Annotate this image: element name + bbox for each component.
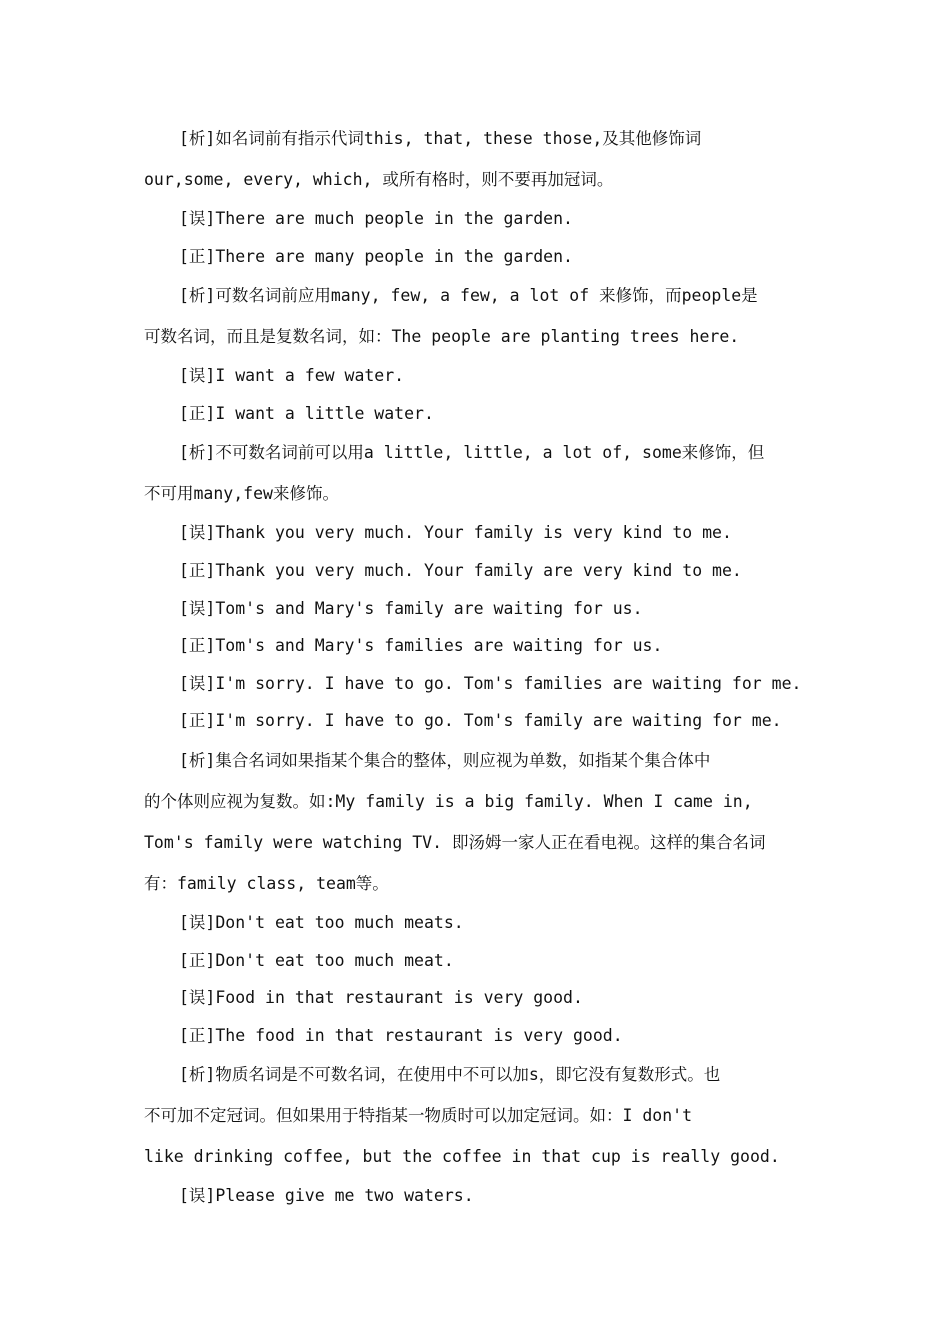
correct-example: [正]Thank you very much. Your family are very kind to me. [179,560,742,580]
wrong-example: [误]Tom's and Mary's family are waiting for us. [179,598,643,618]
paragraph-analysis-continuation: like drinking coffee, but the coffee in that cup is really good. [144,1147,780,1167]
paragraph-analysis-line: [析]可数名词前应用many, few, a few, a lot of 来修饰，而people是 [179,286,758,306]
paragraph-analysis-continuation: 有：family class, team等。 [144,873,389,893]
paragraph-analysis-line: [析]不可数名词前可以用a little, little, a lot of, some来修饰，但 [179,443,765,463]
correct-example: [正]I'm sorry. I have to go. Tom's family are waiting for me. [179,711,782,731]
wrong-example: [误]Please give me two waters. [179,1186,474,1206]
paragraph-analysis-line: [析]集合名词如果指某个集合的整体，则应视为单数，如指某个集合体中 [179,750,711,770]
paragraph-analysis-continuation: 的个体则应视为复数。如:My family is a big family. When I came in, [144,791,753,811]
paragraph-analysis-continuation: 可数名词，而且是复数名词，如：The people are planting trees here. [144,327,740,347]
correct-example: [正]Tom's and Mary's families are waiting for us. [179,636,663,656]
correct-example: [正]The food in that restaurant is very good. [179,1025,623,1045]
wrong-example: [误]I want a few water. [179,366,405,386]
paragraph-analysis-continuation: Tom's family were watching TV. 即汤姆一家人正在看电视。这样的集合名词 [144,832,766,852]
wrong-example: [误]Thank you very much. Your family is very kind to me. [179,523,732,543]
correct-example: [正]I want a little water. [179,403,434,423]
paragraph-analysis-line: [析]物质名词是不可数名词，在使用中不可以加s，即它没有复数形式。也 [179,1065,721,1085]
document-body [144,118,809,1215]
wrong-example: [误]There are much people in the garden. [179,209,573,228]
wrong-example: [误]Don't eat too much meats. [179,912,464,932]
paragraph-analysis-continuation: 不可用many,few来修饰。 [144,484,339,504]
paragraph-analysis-line: [析]如名词前有指示代词this, that, these those,及其他修饰词 [179,129,702,148]
wrong-example: [误]I'm sorry. I have to go. Tom's families are waiting for me. [179,673,802,693]
paragraph-analysis-continuation: 不可加不定冠词。但如果用于特指某一物质时可以加定冠词。如：I don't [144,1106,693,1126]
correct-example: [正]Don't eat too much meat. [179,950,454,970]
wrong-example: [误]Food in that restaurant is very good. [179,988,583,1008]
paragraph-analysis-continuation: our,some, every, which, 或所有格时，则不要再加冠词。 [144,170,614,189]
correct-example: [正]There are many people in the garden. [179,246,573,266]
